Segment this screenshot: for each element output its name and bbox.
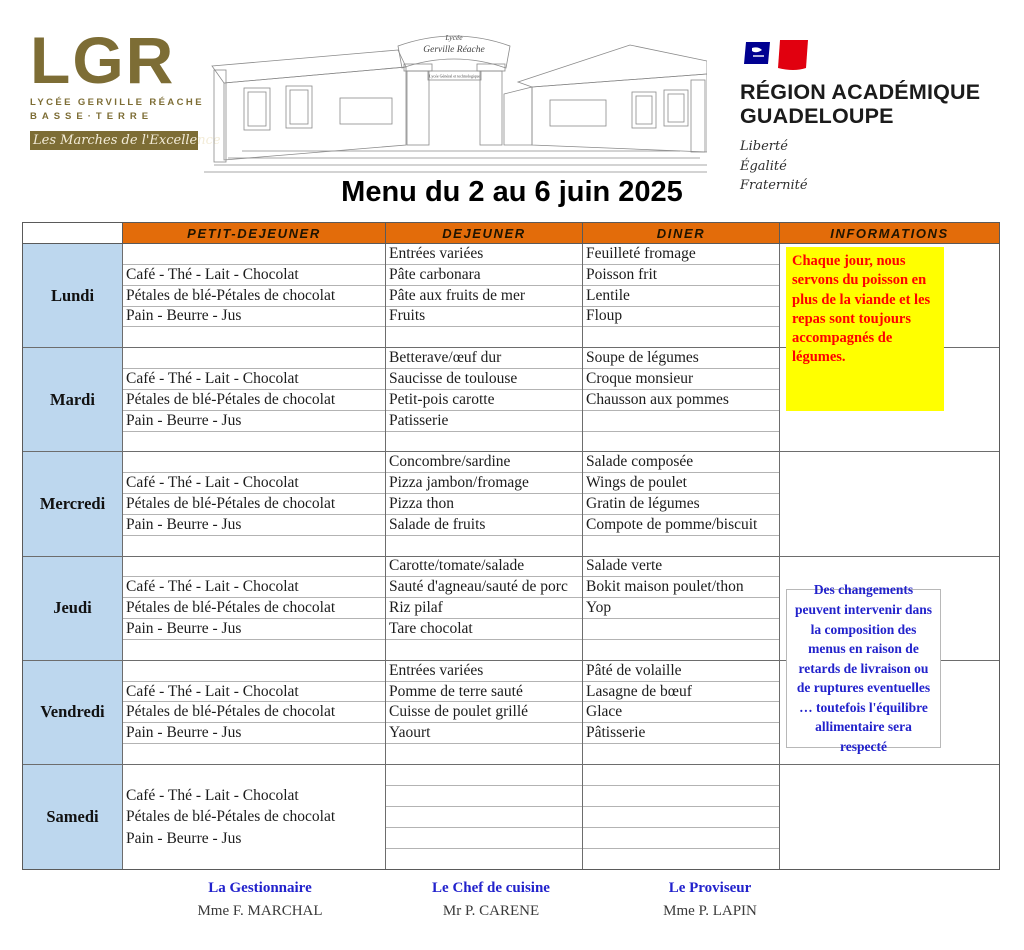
vendredi-lunch-column <box>386 661 583 764</box>
menu-item: Café - Thé - Lait - Chocolat <box>123 473 385 494</box>
table-header-row <box>23 223 999 244</box>
menu-item: Compote de pomme/biscuit <box>583 515 779 536</box>
menu-item: Croque monsieur <box>583 369 779 390</box>
day-name-vendredi: Vendredi <box>23 661 123 764</box>
french-flag-icon <box>740 38 816 74</box>
signature-role: Le Chef de cuisine <box>432 880 550 896</box>
ra-title-line1: RÉGION ACADÉMIQUE <box>740 80 981 104</box>
menu-item <box>386 327 582 347</box>
menu-item: Wings de poulet <box>583 473 779 494</box>
signature-block <box>155 880 365 920</box>
gate <box>398 33 510 145</box>
menu-item <box>123 432 385 452</box>
menu-item <box>583 432 779 452</box>
menu-item: Salade verte <box>583 557 779 578</box>
signature-name: Mme P. LAPIN <box>663 903 757 919</box>
lgr-acronym: LGR <box>30 23 176 97</box>
menu-item <box>583 411 779 432</box>
signature-name: Mr P. CARENE <box>442 903 540 919</box>
vendredi-breakfast-column <box>123 661 386 764</box>
menu-item: Sauté d'agneau/sauté de porc <box>386 577 582 598</box>
page-title: Menu du 2 au 6 juin 2025 <box>341 176 683 208</box>
menu-item: Tare chocolat <box>386 619 582 640</box>
lundi-lunch-column <box>386 244 583 347</box>
samedi-breakfast-merged-cell <box>123 765 385 869</box>
header-dejeuner: DEJEUNER <box>386 223 583 243</box>
mardi-lunch-column <box>386 348 583 451</box>
menu-item: Pétales de blé-Pétales de chocolat <box>123 494 385 515</box>
menu-item: Pain - Beurre - Jus <box>126 829 242 847</box>
menu-item <box>123 244 385 265</box>
menu-item: Café - Thé - Lait - Chocolat <box>123 265 385 286</box>
info-box-white: Des changements peuvent intervenir dans la composition des menus en raison de retards de livraison ou de ruptures eventuelles … toutefois l'équilibre allimentaire sera respecté <box>786 589 941 748</box>
menu-item: Yaourt <box>386 723 582 744</box>
menu-item <box>123 744 385 764</box>
menu-item: Feuilleté fromage <box>583 244 779 265</box>
menu-item: Pain - Beurre - Jus <box>123 411 385 432</box>
menu-table <box>22 222 1000 870</box>
building-sketch-svg <box>202 24 707 176</box>
menu-item <box>386 744 582 764</box>
menu-item: Pain - Beurre - Jus <box>123 619 385 640</box>
menu-item: Lentile <box>583 286 779 307</box>
menu-item: Betterave/œuf dur <box>386 348 582 369</box>
day-name-lundi: Lundi <box>23 244 123 347</box>
menu-item: Pâte aux fruits de mer <box>386 286 582 307</box>
menu-item <box>583 807 779 828</box>
day-name-mardi: Mardi <box>23 348 123 451</box>
signatures-row <box>0 880 1024 940</box>
menu-item: Pomme de terre sauté <box>386 682 582 703</box>
menu-item: Riz pilaf <box>386 598 582 619</box>
menu-item: Pâte carbonara <box>386 265 582 286</box>
menu-item: Pâté de volaille <box>583 661 779 682</box>
ra-title-line2: GUADELOUPE <box>740 104 894 129</box>
menu-item: Saucisse de toulouse <box>386 369 582 390</box>
signature-role: La Gestionnaire <box>208 880 312 896</box>
menu-item: Pain - Beurre - Jus <box>123 307 385 328</box>
lgr-school-city: BASSE·TERRE <box>30 111 154 123</box>
right-wing <box>504 45 707 152</box>
menu-item <box>386 640 582 660</box>
signature-name: Mme F. MARCHAL <box>197 903 323 919</box>
menu-item <box>386 828 582 849</box>
signature-block <box>605 880 815 920</box>
menu-item <box>583 619 779 640</box>
menu-item <box>583 849 779 869</box>
motto-egalite: Égalité <box>740 158 787 174</box>
day-row-mercredi <box>23 452 999 556</box>
day-name-samedi: Samedi <box>23 765 123 869</box>
samedi-breakfast-column <box>123 765 386 869</box>
menu-item: Soupe de légumes <box>583 348 779 369</box>
menu-item: Pain - Beurre - Jus <box>123 515 385 536</box>
lgr-school-name: LYCÉE GERVILLE RÉACHE <box>30 97 204 109</box>
vendredi-dinner-column <box>583 661 780 764</box>
menu-item: Lasagne de bœuf <box>583 682 779 703</box>
menu-item: Café - Thé - Lait - Chocolat <box>123 682 385 703</box>
menu-item <box>583 536 779 556</box>
header-diner: DINER <box>583 223 780 243</box>
menu-item: Pain - Beurre - Jus <box>123 723 385 744</box>
mardi-dinner-column <box>583 348 780 451</box>
header-informations: INFORMATIONS <box>780 223 999 243</box>
region-academique-title <box>740 80 1020 128</box>
steps <box>204 151 707 172</box>
menu-item: Fruits <box>386 307 582 328</box>
menu-item <box>123 536 385 556</box>
samedi-dinner-column <box>583 765 780 869</box>
lundi-dinner-column <box>583 244 780 347</box>
menu-item: Café - Thé - Lait - Chocolat <box>123 369 385 390</box>
menu-item <box>583 744 779 764</box>
region-academique-logo <box>740 38 1020 196</box>
lgr-motto-banner: Les Marches de l'Excellence <box>30 131 198 150</box>
header-petit-dejeuner: PETIT-DEJEUNER <box>123 223 386 243</box>
info-box-yellow: Chaque jour, nous servons du poisson en plus de la viande et les repas sont toujours accompagnés de légumes. <box>786 247 944 411</box>
signature-block <box>386 880 596 920</box>
menu-item: Petit-pois carotte <box>386 390 582 411</box>
menu-item <box>583 327 779 347</box>
menu-item: Entrées variées <box>386 661 582 682</box>
menu-item <box>386 807 582 828</box>
left-wing <box>212 50 406 162</box>
menu-item: Entrées variées <box>386 244 582 265</box>
menu-item: Pizza jambon/fromage <box>386 473 582 494</box>
mardi-breakfast-column <box>123 348 386 451</box>
mercredi-breakfast-column <box>123 452 386 555</box>
menu-item: Concombre/sardine <box>386 452 582 473</box>
menu-item <box>123 452 385 473</box>
lundi-breakfast-column <box>123 244 386 347</box>
menu-item: Gratin de légumes <box>583 494 779 515</box>
menu-item <box>123 327 385 347</box>
menu-item: Patisserie <box>386 411 582 432</box>
menu-item <box>583 828 779 849</box>
menu-item: Pétales de blé-Pétales de chocolat <box>123 286 385 307</box>
menu-item: Pizza thon <box>386 494 582 515</box>
menu-item: Poisson frit <box>583 265 779 286</box>
menu-item <box>583 786 779 807</box>
mercredi-lunch-column <box>386 452 583 555</box>
jeudi-lunch-column <box>386 557 583 660</box>
menu-item: Carotte/tomate/salade <box>386 557 582 578</box>
jeudi-dinner-column <box>583 557 780 660</box>
menu-item <box>123 640 385 660</box>
menu-item <box>583 640 779 660</box>
menu-item <box>583 765 779 786</box>
menu-item <box>386 432 582 452</box>
menu-item: Glace <box>583 702 779 723</box>
menu-item <box>386 536 582 556</box>
day-name-mercredi: Mercredi <box>23 452 123 555</box>
signature-role: Le Proviseur <box>668 880 752 896</box>
lgr-school-logo <box>30 23 221 150</box>
menu-item: Pétales de blé-Pétales de chocolat <box>123 390 385 411</box>
gate-sign-subtitle: Lycée Général et technologique <box>429 73 480 79</box>
menu-item: Pâtisserie <box>583 723 779 744</box>
menu-item: Bokit maison poulet/thon <box>583 577 779 598</box>
samedi-lunch-column <box>386 765 583 869</box>
menu-item <box>386 786 582 807</box>
menu-item: Cuisse de poulet grillé <box>386 702 582 723</box>
menu-item: Pétales de blé-Pétales de chocolat <box>123 702 385 723</box>
header-day-column <box>23 223 123 243</box>
menu-item: Pétales de blé-Pétales de chocolat <box>126 808 336 826</box>
mercredi-info-cell <box>780 452 999 555</box>
motto-fraternite: Fraternité <box>740 178 808 194</box>
menu-item <box>123 557 385 578</box>
menu-item <box>123 661 385 682</box>
menu-item <box>386 765 582 786</box>
school-building-drawing <box>202 24 707 176</box>
motto-liberte: Liberté <box>740 139 788 155</box>
day-row-samedi <box>23 765 999 869</box>
jeudi-breakfast-column <box>123 557 386 660</box>
gate-sign-line2: Gerville Réache <box>423 45 485 55</box>
menu-item: Salade de fruits <box>386 515 582 536</box>
mercredi-dinner-column <box>583 452 780 555</box>
menu-item: Chausson aux pommes <box>583 390 779 411</box>
menu-item: Salade composée <box>583 452 779 473</box>
menu-item: Yop <box>583 598 779 619</box>
menu-item <box>123 348 385 369</box>
gate-sign-line1: Lycée <box>445 33 463 42</box>
samedi-info-cell <box>780 765 999 869</box>
day-name-jeudi: Jeudi <box>23 557 123 660</box>
menu-item: Floup <box>583 307 779 328</box>
menu-item: Café - Thé - Lait - Chocolat <box>126 786 299 804</box>
menu-item <box>386 849 582 869</box>
menu-item: Café - Thé - Lait - Chocolat <box>123 577 385 598</box>
menu-item: Pétales de blé-Pétales de chocolat <box>123 598 385 619</box>
